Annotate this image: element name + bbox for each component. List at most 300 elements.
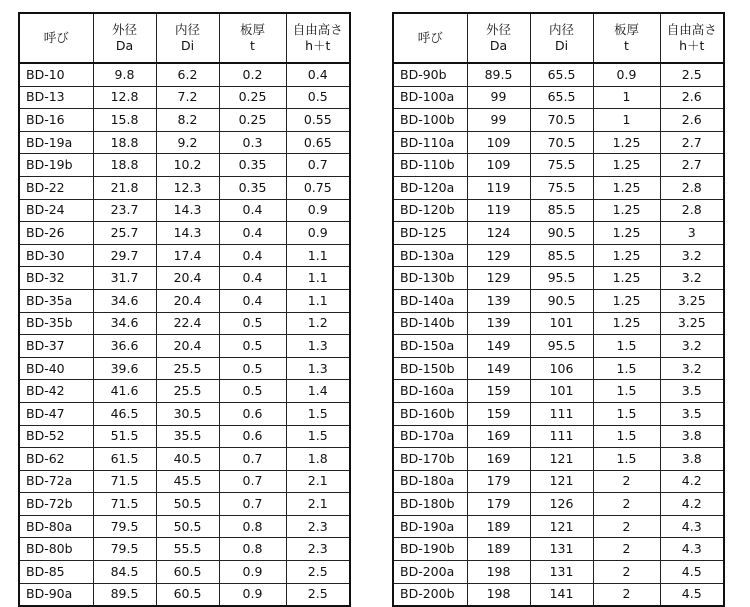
cell-inner-diameter: 20.4 [156, 335, 219, 358]
table-row [19, 561, 350, 584]
cell-size: BD-10 [19, 63, 93, 86]
cell-size: BD-100b [393, 109, 467, 132]
cell-free-height: 0.7 [286, 154, 350, 177]
cell-outer-diameter: 169 [467, 448, 530, 471]
table-row [19, 176, 350, 199]
table-row [19, 335, 350, 358]
cell-thickness: 1.25 [593, 244, 660, 267]
cell-outer-diameter: 21.8 [93, 176, 156, 199]
cell-outer-diameter: 12.8 [93, 86, 156, 109]
cell-inner-diameter: 10.2 [156, 154, 219, 177]
cell-inner-diameter: 25.5 [156, 357, 219, 380]
table-row [19, 357, 350, 380]
header-size: 呼び [393, 13, 467, 63]
cell-thickness: 0.7 [219, 470, 286, 493]
cell-free-height: 1.3 [286, 357, 350, 380]
cell-size: BD-62 [19, 448, 93, 471]
cell-free-height: 3.2 [660, 357, 724, 380]
table-row [19, 583, 350, 606]
cell-outer-diameter: 36.6 [93, 335, 156, 358]
cell-thickness: 0.5 [219, 380, 286, 403]
header-size: 呼び [19, 13, 93, 63]
cell-thickness: 0.35 [219, 154, 286, 177]
cell-thickness: 0.7 [219, 493, 286, 516]
cell-size: BD-200a [393, 561, 467, 584]
cell-size: BD-170a [393, 425, 467, 448]
cell-free-height: 2.8 [660, 176, 724, 199]
cell-size: BD-150a [393, 335, 467, 358]
cell-free-height: 4.2 [660, 493, 724, 516]
cell-outer-diameter: 23.7 [93, 199, 156, 222]
cell-outer-diameter: 149 [467, 335, 530, 358]
cell-thickness: 1.25 [593, 154, 660, 177]
cell-free-height: 3.5 [660, 380, 724, 403]
cell-thickness: 0.8 [219, 515, 286, 538]
table-row [393, 380, 724, 403]
cell-thickness: 1.25 [593, 289, 660, 312]
table-row [393, 312, 724, 335]
cell-size: BD-160a [393, 380, 467, 403]
cell-size: BD-125 [393, 222, 467, 245]
cell-free-height: 0.4 [286, 63, 350, 86]
cell-inner-diameter: 95.5 [530, 335, 593, 358]
cell-outer-diameter: 109 [467, 154, 530, 177]
table-row [19, 425, 350, 448]
table-row [19, 222, 350, 245]
table-row [393, 538, 724, 561]
cell-inner-diameter: 25.5 [156, 380, 219, 403]
cell-free-height: 4.3 [660, 515, 724, 538]
cell-inner-diameter: 8.2 [156, 109, 219, 132]
cell-size: BD-22 [19, 176, 93, 199]
cell-outer-diameter: 15.8 [93, 109, 156, 132]
spec-table-left [18, 12, 351, 607]
cell-size: BD-120a [393, 176, 467, 199]
table-row [19, 380, 350, 403]
cell-thickness: 2 [593, 470, 660, 493]
cell-thickness: 0.5 [219, 335, 286, 358]
cell-free-height: 2.6 [660, 109, 724, 132]
cell-outer-diameter: 129 [467, 244, 530, 267]
table-row [19, 538, 350, 561]
cell-size: BD-19a [19, 131, 93, 154]
cell-outer-diameter: 149 [467, 357, 530, 380]
cell-inner-diameter: 141 [530, 583, 593, 606]
cell-inner-diameter: 111 [530, 425, 593, 448]
cell-outer-diameter: 99 [467, 109, 530, 132]
cell-size: BD-16 [19, 109, 93, 132]
cell-thickness: 0.6 [219, 425, 286, 448]
cell-thickness: 1.25 [593, 222, 660, 245]
cell-size: BD-140b [393, 312, 467, 335]
table-row [393, 154, 724, 177]
cell-thickness: 0.5 [219, 312, 286, 335]
cell-size: BD-90b [393, 63, 467, 86]
cell-inner-diameter: 45.5 [156, 470, 219, 493]
cell-inner-diameter: 20.4 [156, 289, 219, 312]
cell-inner-diameter: 75.5 [530, 154, 593, 177]
cell-size: BD-37 [19, 335, 93, 358]
cell-thickness: 0.4 [219, 267, 286, 290]
cell-free-height: 1.4 [286, 380, 350, 403]
cell-free-height: 2.1 [286, 470, 350, 493]
cell-thickness: 0.4 [219, 289, 286, 312]
cell-free-height: 1.1 [286, 289, 350, 312]
cell-outer-diameter: 169 [467, 425, 530, 448]
cell-outer-diameter: 189 [467, 515, 530, 538]
cell-inner-diameter: 55.5 [156, 538, 219, 561]
cell-thickness: 1.5 [593, 448, 660, 471]
cell-free-height: 1.5 [286, 402, 350, 425]
cell-free-height: 3.2 [660, 244, 724, 267]
cell-size: BD-32 [19, 267, 93, 290]
cell-thickness: 0.8 [219, 538, 286, 561]
cell-size: BD-35a [19, 289, 93, 312]
cell-thickness: 1 [593, 86, 660, 109]
header-row [393, 13, 724, 63]
cell-outer-diameter: 18.8 [93, 131, 156, 154]
table-row [393, 244, 724, 267]
cell-free-height: 2.7 [660, 131, 724, 154]
cell-free-height: 3.2 [660, 335, 724, 358]
cell-thickness: 0.9 [593, 63, 660, 86]
cell-size: BD-72a [19, 470, 93, 493]
cell-size: BD-19b [19, 154, 93, 177]
cell-outer-diameter: 189 [467, 538, 530, 561]
cell-thickness: 2 [593, 583, 660, 606]
cell-outer-diameter: 41.6 [93, 380, 156, 403]
cell-free-height: 0.65 [286, 131, 350, 154]
cell-outer-diameter: 71.5 [93, 470, 156, 493]
cell-outer-diameter: 198 [467, 561, 530, 584]
cell-thickness: 2 [593, 515, 660, 538]
table-row [19, 154, 350, 177]
cell-inner-diameter: 95.5 [530, 267, 593, 290]
table-row [19, 312, 350, 335]
cell-inner-diameter: 50.5 [156, 493, 219, 516]
cell-thickness: 2 [593, 493, 660, 516]
cell-outer-diameter: 159 [467, 380, 530, 403]
cell-inner-diameter: 126 [530, 493, 593, 516]
cell-thickness: 0.25 [219, 86, 286, 109]
table-row [19, 244, 350, 267]
table-row [19, 199, 350, 222]
table-row [393, 583, 724, 606]
cell-size: BD-35b [19, 312, 93, 335]
cell-size: BD-42 [19, 380, 93, 403]
cell-size: BD-13 [19, 86, 93, 109]
cell-size: BD-120b [393, 199, 467, 222]
cell-inner-diameter: 131 [530, 538, 593, 561]
cell-size: BD-110b [393, 154, 467, 177]
table-row [393, 448, 724, 471]
cell-inner-diameter: 14.3 [156, 222, 219, 245]
cell-thickness: 1.5 [593, 357, 660, 380]
cell-thickness: 1.5 [593, 380, 660, 403]
cell-free-height: 1.3 [286, 335, 350, 358]
cell-outer-diameter: 29.7 [93, 244, 156, 267]
table-row [19, 86, 350, 109]
cell-outer-diameter: 34.6 [93, 289, 156, 312]
cell-free-height: 2.3 [286, 538, 350, 561]
cell-free-height: 2.5 [286, 583, 350, 606]
cell-thickness: 1.25 [593, 312, 660, 335]
cell-inner-diameter: 121 [530, 448, 593, 471]
cell-inner-diameter: 60.5 [156, 583, 219, 606]
cell-free-height: 1.5 [286, 425, 350, 448]
table-row [19, 63, 350, 86]
cell-outer-diameter: 89.5 [467, 63, 530, 86]
cell-outer-diameter: 79.5 [93, 538, 156, 561]
cell-outer-diameter: 39.6 [93, 357, 156, 380]
cell-free-height: 2.5 [286, 561, 350, 584]
cell-outer-diameter: 51.5 [93, 425, 156, 448]
cell-outer-diameter: 129 [467, 267, 530, 290]
cell-inner-diameter: 12.3 [156, 176, 219, 199]
cell-size: BD-72b [19, 493, 93, 516]
cell-inner-diameter: 40.5 [156, 448, 219, 471]
cell-thickness: 0.9 [219, 583, 286, 606]
header-outer-diameter: 外径 Da [467, 13, 530, 63]
table-row [19, 515, 350, 538]
cell-outer-diameter: 46.5 [93, 402, 156, 425]
cell-outer-diameter: 124 [467, 222, 530, 245]
cell-size: BD-26 [19, 222, 93, 245]
cell-thickness: 1.25 [593, 267, 660, 290]
cell-thickness: 0.4 [219, 199, 286, 222]
cell-outer-diameter: 89.5 [93, 583, 156, 606]
header-inner-diameter: 内径 Di [156, 13, 219, 63]
cell-outer-diameter: 198 [467, 583, 530, 606]
cell-inner-diameter: 7.2 [156, 86, 219, 109]
table-row [393, 425, 724, 448]
cell-outer-diameter: 34.6 [93, 312, 156, 335]
cell-free-height: 3.8 [660, 448, 724, 471]
cell-size: BD-160b [393, 402, 467, 425]
table-row [393, 335, 724, 358]
cell-size: BD-180b [393, 493, 467, 516]
cell-inner-diameter: 22.4 [156, 312, 219, 335]
cell-size: BD-150b [393, 357, 467, 380]
cell-outer-diameter: 119 [467, 176, 530, 199]
cell-size: BD-140a [393, 289, 467, 312]
cell-free-height: 4.5 [660, 583, 724, 606]
header-outer-diameter: 外径 Da [93, 13, 156, 63]
cell-thickness: 0.6 [219, 402, 286, 425]
cell-size: BD-130a [393, 244, 467, 267]
cell-size: BD-52 [19, 425, 93, 448]
cell-inner-diameter: 17.4 [156, 244, 219, 267]
cell-free-height: 2.3 [286, 515, 350, 538]
table-row [19, 493, 350, 516]
cell-size: BD-80a [19, 515, 93, 538]
cell-inner-diameter: 131 [530, 561, 593, 584]
cell-outer-diameter: 119 [467, 199, 530, 222]
cell-thickness: 0.3 [219, 131, 286, 154]
cell-size: BD-85 [19, 561, 93, 584]
header-row [19, 13, 350, 63]
cell-inner-diameter: 85.5 [530, 199, 593, 222]
table-row [393, 289, 724, 312]
cell-inner-diameter: 65.5 [530, 63, 593, 86]
table-row [393, 493, 724, 516]
table-row [19, 448, 350, 471]
table-row [393, 470, 724, 493]
cell-free-height: 2.6 [660, 86, 724, 109]
header-inner-diameter: 内径 Di [530, 13, 593, 63]
cell-inner-diameter: 90.5 [530, 289, 593, 312]
cell-inner-diameter: 101 [530, 312, 593, 335]
cell-outer-diameter: 179 [467, 470, 530, 493]
cell-inner-diameter: 70.5 [530, 109, 593, 132]
cell-inner-diameter: 75.5 [530, 176, 593, 199]
cell-size: BD-30 [19, 244, 93, 267]
cell-inner-diameter: 9.2 [156, 131, 219, 154]
table-row [19, 109, 350, 132]
cell-free-height: 2.8 [660, 199, 724, 222]
cell-free-height: 3.25 [660, 289, 724, 312]
cell-free-height: 1.2 [286, 312, 350, 335]
cell-size: BD-90a [19, 583, 93, 606]
cell-thickness: 0.7 [219, 448, 286, 471]
cell-inner-diameter: 35.5 [156, 425, 219, 448]
cell-inner-diameter: 101 [530, 380, 593, 403]
cell-thickness: 1.25 [593, 199, 660, 222]
cell-free-height: 1.1 [286, 267, 350, 290]
cell-thickness: 0.5 [219, 357, 286, 380]
cell-outer-diameter: 179 [467, 493, 530, 516]
cell-free-height: 1.1 [286, 244, 350, 267]
table-row [393, 176, 724, 199]
cell-inner-diameter: 90.5 [530, 222, 593, 245]
cell-size: BD-190a [393, 515, 467, 538]
cell-outer-diameter: 31.7 [93, 267, 156, 290]
cell-inner-diameter: 111 [530, 402, 593, 425]
cell-size: BD-24 [19, 199, 93, 222]
cell-thickness: 0.2 [219, 63, 286, 86]
cell-free-height: 3.5 [660, 402, 724, 425]
table-row [19, 289, 350, 312]
cell-free-height: 0.5 [286, 86, 350, 109]
cell-free-height: 3.8 [660, 425, 724, 448]
cell-thickness: 0.35 [219, 176, 286, 199]
cell-thickness: 1.25 [593, 176, 660, 199]
table-row [19, 131, 350, 154]
header-free-height: 自由高さ h＋t [286, 13, 350, 63]
cell-size: BD-80b [19, 538, 93, 561]
cell-outer-diameter: 25.7 [93, 222, 156, 245]
table-row [393, 561, 724, 584]
cell-size: BD-130b [393, 267, 467, 290]
cell-free-height: 2.1 [286, 493, 350, 516]
cell-size: BD-200b [393, 583, 467, 606]
table-row [393, 199, 724, 222]
cell-inner-diameter: 60.5 [156, 561, 219, 584]
cell-thickness: 0.9 [219, 561, 286, 584]
cell-size: BD-190b [393, 538, 467, 561]
table-row [19, 402, 350, 425]
cell-inner-diameter: 121 [530, 515, 593, 538]
cell-outer-diameter: 9.8 [93, 63, 156, 86]
table-row [19, 267, 350, 290]
cell-inner-diameter: 6.2 [156, 63, 219, 86]
table-row [19, 470, 350, 493]
cell-inner-diameter: 121 [530, 470, 593, 493]
cell-outer-diameter: 18.8 [93, 154, 156, 177]
cell-free-height: 1.8 [286, 448, 350, 471]
cell-inner-diameter: 85.5 [530, 244, 593, 267]
cell-thickness: 1.25 [593, 131, 660, 154]
cell-inner-diameter: 30.5 [156, 402, 219, 425]
cell-size: BD-170b [393, 448, 467, 471]
spec-table-right [392, 12, 725, 607]
cell-free-height: 0.75 [286, 176, 350, 199]
cell-outer-diameter: 71.5 [93, 493, 156, 516]
cell-free-height: 2.7 [660, 154, 724, 177]
header-free-height: 自由高さ h＋t [660, 13, 724, 63]
cell-outer-diameter: 109 [467, 131, 530, 154]
cell-inner-diameter: 14.3 [156, 199, 219, 222]
cell-outer-diameter: 79.5 [93, 515, 156, 538]
cell-free-height: 0.9 [286, 222, 350, 245]
cell-outer-diameter: 99 [467, 86, 530, 109]
cell-thickness: 0.4 [219, 222, 286, 245]
cell-inner-diameter: 70.5 [530, 131, 593, 154]
header-thickness: 板厚 t [219, 13, 286, 63]
cell-size: BD-180a [393, 470, 467, 493]
cell-thickness: 0.4 [219, 244, 286, 267]
cell-size: BD-40 [19, 357, 93, 380]
cell-thickness: 1.5 [593, 335, 660, 358]
header-thickness: 板厚 t [593, 13, 660, 63]
table-row [393, 357, 724, 380]
cell-size: BD-100a [393, 86, 467, 109]
cell-free-height: 4.3 [660, 538, 724, 561]
table-row [393, 222, 724, 245]
cell-thickness: 1.5 [593, 402, 660, 425]
cell-thickness: 0.25 [219, 109, 286, 132]
cell-free-height: 2.5 [660, 63, 724, 86]
cell-outer-diameter: 61.5 [93, 448, 156, 471]
cell-thickness: 1 [593, 109, 660, 132]
cell-inner-diameter: 20.4 [156, 267, 219, 290]
table-row [393, 131, 724, 154]
cell-size: BD-47 [19, 402, 93, 425]
cell-outer-diameter: 139 [467, 289, 530, 312]
cell-outer-diameter: 139 [467, 312, 530, 335]
table-row [393, 63, 724, 86]
cell-free-height: 0.55 [286, 109, 350, 132]
cell-free-height: 0.9 [286, 199, 350, 222]
table-row [393, 86, 724, 109]
cell-free-height: 4.2 [660, 470, 724, 493]
cell-free-height: 4.5 [660, 561, 724, 584]
table-row [393, 515, 724, 538]
cell-size: BD-110a [393, 131, 467, 154]
cell-outer-diameter: 159 [467, 402, 530, 425]
cell-thickness: 1.5 [593, 425, 660, 448]
cell-inner-diameter: 50.5 [156, 515, 219, 538]
cell-free-height: 3 [660, 222, 724, 245]
table-row [393, 267, 724, 290]
table-row [393, 109, 724, 132]
cell-outer-diameter: 84.5 [93, 561, 156, 584]
cell-inner-diameter: 65.5 [530, 86, 593, 109]
table-row [393, 402, 724, 425]
cell-free-height: 3.25 [660, 312, 724, 335]
cell-inner-diameter: 106 [530, 357, 593, 380]
cell-thickness: 2 [593, 561, 660, 584]
